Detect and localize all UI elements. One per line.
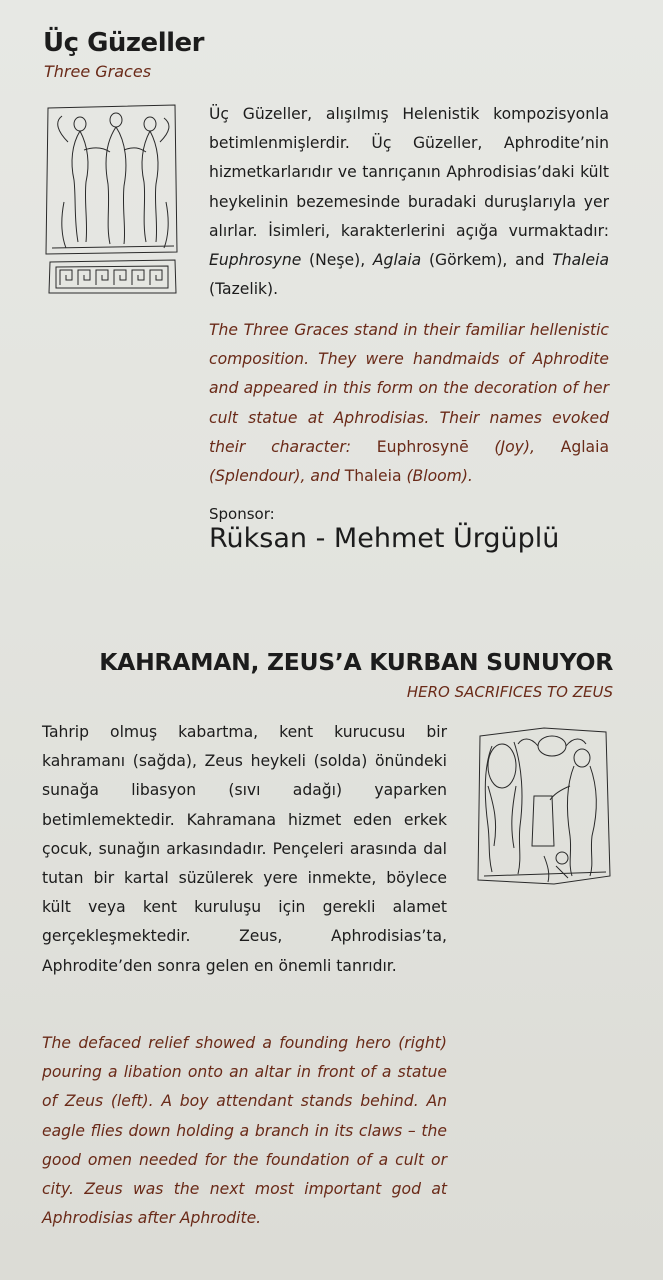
tr-meaning-1: (Neşe), <box>301 251 373 270</box>
three-graces-english-text <box>209 316 609 491</box>
hero-sacrifice-english-text: The defaced relief showed a founding hero (right) pouring a libation onto an altar in front of a statue of Zeus (left). A boy attendant stands behind. An eagle flies down holding a branch in its claws – the good omen needed for the foundation of a cult or city. Zeus was the next most important god at Aphrodisias after Aphrodite. <box>42 1034 447 1228</box>
hero-sacrifice-relief-drawing <box>474 726 614 886</box>
en-name-euphrosyne: Euphrosynē <box>376 437 469 456</box>
hero-sacrifice-turkish-text: Tahrip olmuş kabartma, kent kurucusu bir kahramanı (sağda), Zeus heykeli (solda) önündeki sunağa libasyon (sıvı adağı) yaparken betimlemektedir. Kahramana hizmet eden erkek çocuk, sunağın arkasındadır. Pençeleri arasında dal tutan bir kartal süzülerek yere inmekte, böylece kült veya kent kuruluşu için gerekli alamet gerçekleşmektedir. Zeus, Aphrodisias’ta, Aphrodite’den sonra gelen en önemli tanrıdır. <box>42 723 447 975</box>
tr-body: Üç Güzeller, alışılmış Helenistik kompozisyonla betimlenmişlerdir. Üç Güzeller, Aphrodite’nin hizmetkarlarıdır ve tanrıçanın Aphrodisias’daki kült heykelinin bezemesinde buradaki duruşlarıyla yer alırlar. İsimleri, karakterlerini açığa vurmaktadır: <box>209 105 609 240</box>
en-meaning-3: (Bloom). <box>401 467 473 486</box>
tr-name-aglaia: Aglaia <box>372 251 422 270</box>
sponsor-label: Sponsor: <box>209 505 275 523</box>
en-meaning-1: (Joy), <box>468 437 561 456</box>
section-title-hero-sacrifice: KAHRAMAN, ZEUS’A KURBAN SUNUYOR <box>99 648 613 676</box>
sponsor-name: Rüksan - Mehmet Ürgüplü <box>209 523 560 554</box>
en-name-aglaia: Aglaia <box>560 437 609 456</box>
three-graces-relief-drawing <box>44 102 179 295</box>
three-graces-turkish-text <box>209 100 609 304</box>
section-title-three-graces: Üç Güzeller <box>43 28 204 58</box>
en-name-thaleia: Thaleia <box>344 467 402 486</box>
section-subtitle-hero-sacrifice: HERO SACRIFICES TO ZEUS <box>406 683 613 701</box>
tr-name-euphrosyne: Euphrosyne <box>209 251 302 270</box>
en-meaning-2: (Splendour), and <box>209 467 345 486</box>
tr-meaning-2: (Görkem), and <box>421 251 553 270</box>
tr-name-thaleia: Thaleia <box>552 251 609 270</box>
tr-meaning-3: (Tazelik). <box>209 280 279 299</box>
en-body: The Three Graces stand in their familiar hellenistic composition. They were handmaids of Aphrodite and appeared in this form on the decoration of her cult statue at Aphrodisias. Their names evoked their character: <box>209 321 609 456</box>
section-subtitle-three-graces: Three Graces <box>44 62 152 81</box>
